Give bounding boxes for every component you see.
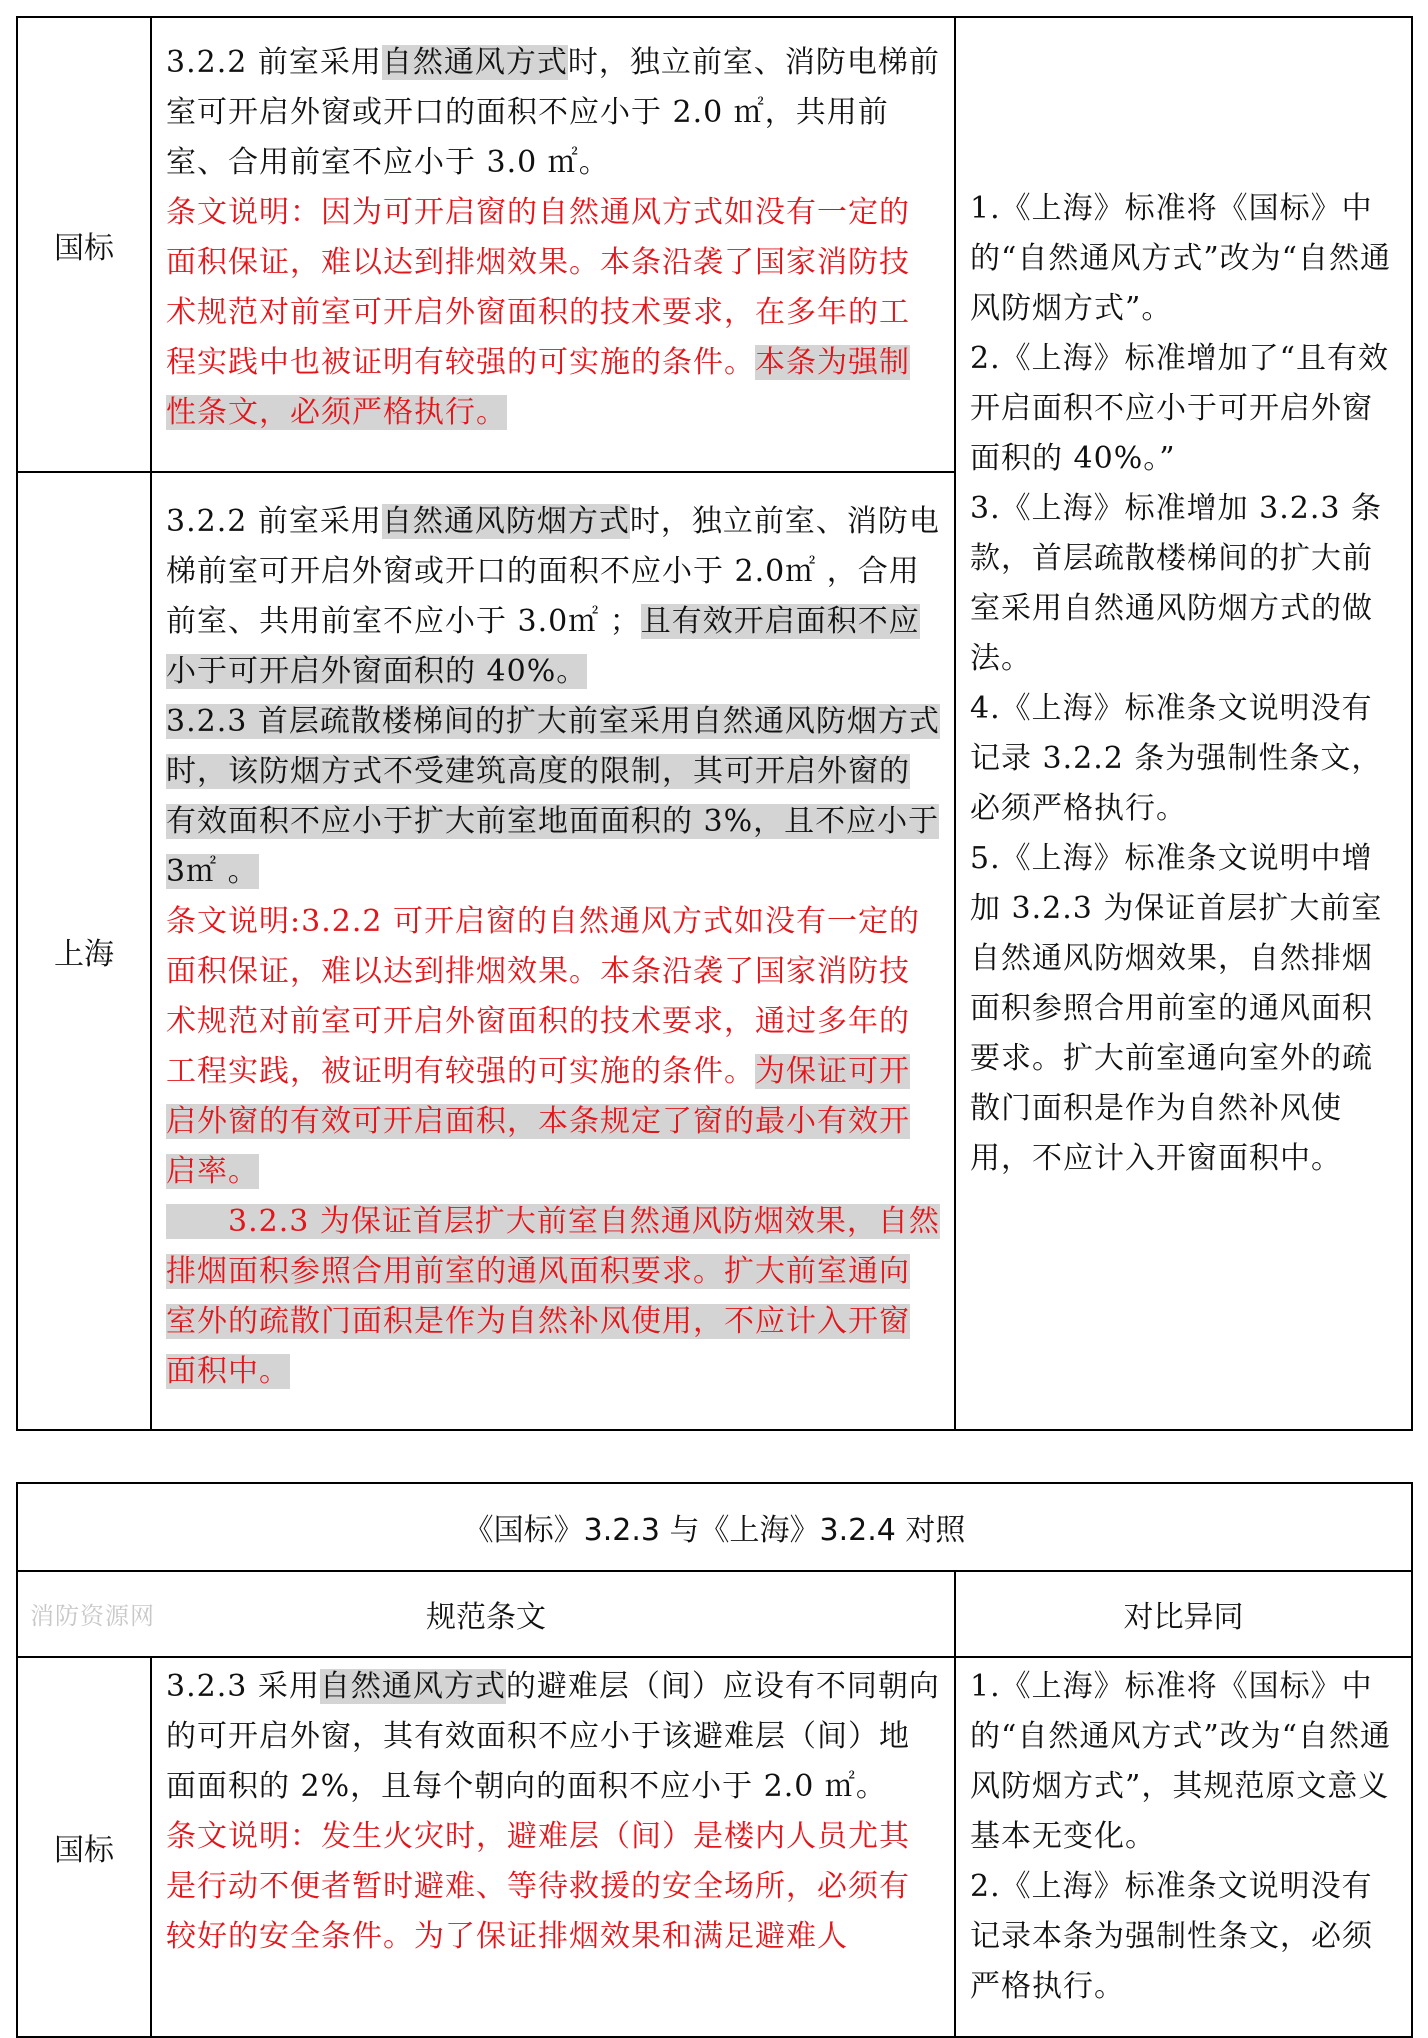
- highlighted-text: 自然通风方式: [319, 1669, 506, 1704]
- watermark: 消防资源网: [30, 1602, 155, 1630]
- highlighted-text: 为保证可开启外窗的有效可开启面积，本条规定了窗的最小有效开启率。: [166, 1054, 910, 1189]
- comparison-item: 1.《上海》标准将《国标》中的“自然通风方式”改为“自然通风防烟方式”，其规范原文意义基本无变化。: [970, 1669, 1392, 1854]
- clause-note: [166, 897, 940, 1197]
- comparison-cell: [955, 17, 1412, 1430]
- highlighted-text: 且有效开启面积不应小于可开启外窗面积的 40%。: [166, 604, 920, 689]
- comparison-item: 5.《上海》标准条文说明中增加 3.2.3 为保证首层扩大前室自然通风防烟效果，自然排烟面积参照合用前室的通风面积要求。扩大前室通向室外的疏散门面积是作为自然补风使用，不应计入开窗面积中。: [970, 841, 1383, 1176]
- clause-text: [166, 38, 940, 188]
- header-clause: 规范条文: [17, 1571, 955, 1657]
- highlighted-text: 自然通风防烟方式: [381, 504, 630, 539]
- comparison-item: 4.《上海》标准条文说明没有记录 3.2.2 条为强制性条文，必须严格执行。: [970, 691, 1383, 826]
- text-segment: 时，独立前室、消防电梯前室可开启外窗或开口的面积不应小于 2.0㎡ ，合用前室、共用前室不应小于 3.0㎡ ；: [166, 504, 940, 639]
- text-segment: 条文说明:3.2.2 可开启窗的自然通风方式如没有一定的面积保证，难以达到排烟效果。本条沿袭了国家消防技术规范对前室可开启外窗面积的技术要求，通过多年的工程实践，被证明有较强的可实施的条件。: [166, 904, 920, 1089]
- region-label: 国标: [17, 1657, 151, 2037]
- highlighted-text: 自然通风方式: [381, 45, 568, 80]
- text-segment: 3.2.2 前室采用: [166, 504, 382, 539]
- clause-note: [166, 188, 940, 438]
- clause-text: [166, 497, 940, 697]
- clause-note: [166, 1812, 940, 1962]
- clause-cell: [151, 1657, 955, 2037]
- comparison-item: 2.《上海》标准条文说明没有记录本条为强制性条文，必须严格执行。: [970, 1869, 1373, 2004]
- text-segment: 条文说明：因为可开启窗的自然通风方式如没有一定的面积保证，难以达到排烟效果。本条沿袭了国家消防技术规范对前室可开启外窗面积的技术要求，在多年的工程实践中也被证明有较强的可实施的条件。: [166, 195, 910, 380]
- comparison-item: 3.《上海》标准增加 3.2.3 条款，首层疏散楼梯间的扩大前室采用自然通风防烟方式的做法。: [970, 491, 1383, 676]
- clause-cell: [151, 472, 955, 1430]
- comparison-item: 2.《上海》标准增加了“且有效开启面积不应小于可开启外窗面积的 40%。”: [970, 341, 1389, 476]
- comparison-table-1: [16, 16, 1413, 1431]
- comparison-cell: [955, 1657, 1412, 2037]
- comparison-table-2: [16, 1482, 1413, 2038]
- text-segment: 条文说明：发生火灾时，避难层（间）是楼内人员尤其是行动不便者暂时避难、等待救援的安全场所，必须有较好的安全条件。为了保证排烟效果和满足避难人: [166, 1819, 910, 1954]
- table-title-row: [17, 1483, 1412, 1571]
- header-compare: 对比异同: [955, 1571, 1412, 1657]
- comparison-list: [970, 1662, 1397, 2012]
- highlighted-text: 本条为强制性条文，必须严格执行。: [166, 345, 910, 430]
- comparison-item: 1.《上海》标准将《国标》中的“自然通风方式”改为“自然通风防烟方式”。: [970, 191, 1392, 326]
- table-row-guobiao: [17, 1657, 1412, 2037]
- text-segment: 3.2.2 前室采用: [166, 45, 382, 80]
- table-title: 《国标》3.2.3 与《上海》3.2.4 对照: [17, 1483, 1412, 1571]
- region-label: 国标: [17, 17, 151, 472]
- clause-text: [166, 1662, 940, 1812]
- clause-cell: [151, 17, 955, 472]
- text-segment: 时，独立前室、消防电梯前室可开启外窗或开口的面积不应小于 2.0 ㎡，共用前室、合用前室不应小于 3.0 ㎡。: [166, 45, 940, 180]
- region-label: 上海: [17, 472, 151, 1430]
- text-segment: 的避难层（间）应设有不同朝向的可开启外窗，其有效面积不应小于该避难层（间）地面面积的 2%，且每个朝向的面积不应小于 2.0 ㎡。: [166, 1669, 940, 1804]
- table-row-guobiao: [17, 17, 1412, 472]
- text-segment: 3.2.3 采用: [166, 1669, 320, 1704]
- highlighted-text: 3.2.3 首层疏散楼梯间的扩大前室采用自然通风防烟方式时，该防烟方式不受建筑高度的限制，其可开启外窗的有效面积不应小于扩大前室地面面积的 3%，且不应小于 3㎡ 。: [166, 704, 940, 889]
- comparison-list: [970, 184, 1397, 1184]
- clause-text-323: [166, 697, 940, 897]
- table-header-row: [17, 1571, 1412, 1657]
- highlighted-text: 3.2.3 为保证首层扩大前室自然通风防烟效果，自然排烟面积参照合用前室的通风面积要求。扩大前室通向室外的疏散门面积是作为自然补风使用，不应计入开窗面积中。: [166, 1204, 940, 1389]
- clause-note-323: [166, 1197, 940, 1397]
